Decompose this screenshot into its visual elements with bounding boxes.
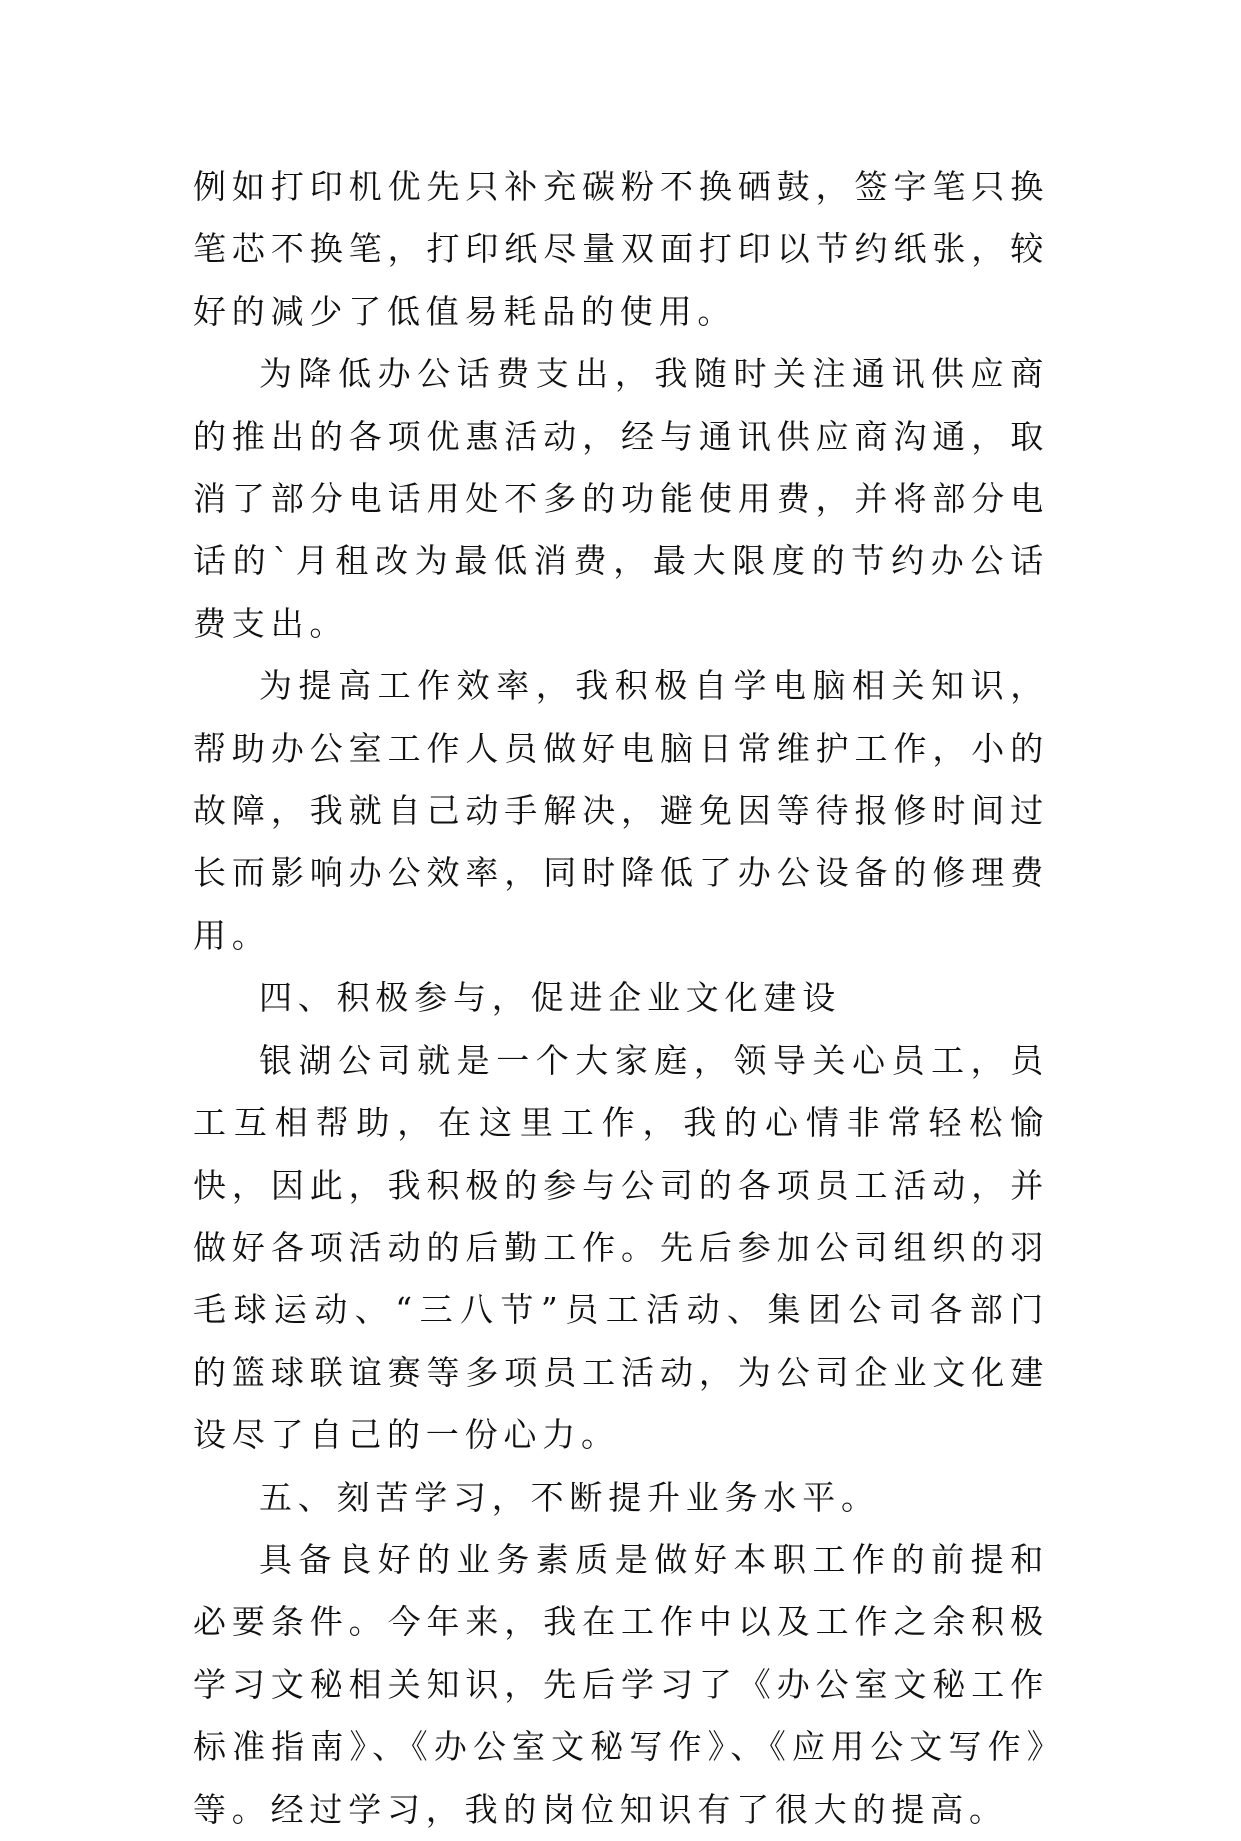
paragraph-phone-costs: 为降低办公话费支出，我随时关注通讯供应商的推出的各项优惠活动，经与通讯供应商沟通，取消了部分电话用处不多的功能使用费，并将部分电话的`月租改为最低消费，最大限度的节约办公话费支出。 [193,354,1049,643]
section-heading-study: 五、刻苦学习，不断提升业务水平。 [259,1477,880,1517]
paragraph-study: 具备良好的业务素质是做好本职工作的前提和必要条件。今年来，我在工作中以及工作之余积极学习文秘相关知识，先后学习了《办公室文秘工作标准指南》、《办公室文秘写作》、《应用公文写作》等。经过学习，我的岗位知识有了很大的提高。 [193,1539,1049,1829]
paragraph-corporate-culture: 银湖公司就是一个大家庭，领导关心员工，员工互相帮助，在这里工作，我的心情非常轻松愉快，因此，我积极的参与公司的各项员工活动，并做好各项活动的后勤工作。先后参加公司组织的羽毛球运动、“三八节”员工活动、集团公司各部门的篮球联谊赛等多项员工活动，为公司企业文化建设尽了自己的一份心力。 [193,1040,1049,1455]
paragraph-work-efficiency: 为提高工作效率，我积极自学电脑相关知识，帮助办公室工作人员做好电脑日常维护工作，小的故障，我就自己动手解决，避免因等待报修时间过长而影响办公效率，同时降低了办公设备的修理费用。 [193,666,1049,955]
section-heading-corporate-culture: 四、积极参与，促进企业文化建设 [259,978,841,1018]
paragraph-office-supplies-end: 例如打印机优先只补充碳粉不换硒鼓，签字笔只换笔芯不换笔，打印纸尽量双面打印以节约纸张，较好的减少了低值易耗品的使用。 [193,167,1049,331]
document-body [193,156,1049,1841]
